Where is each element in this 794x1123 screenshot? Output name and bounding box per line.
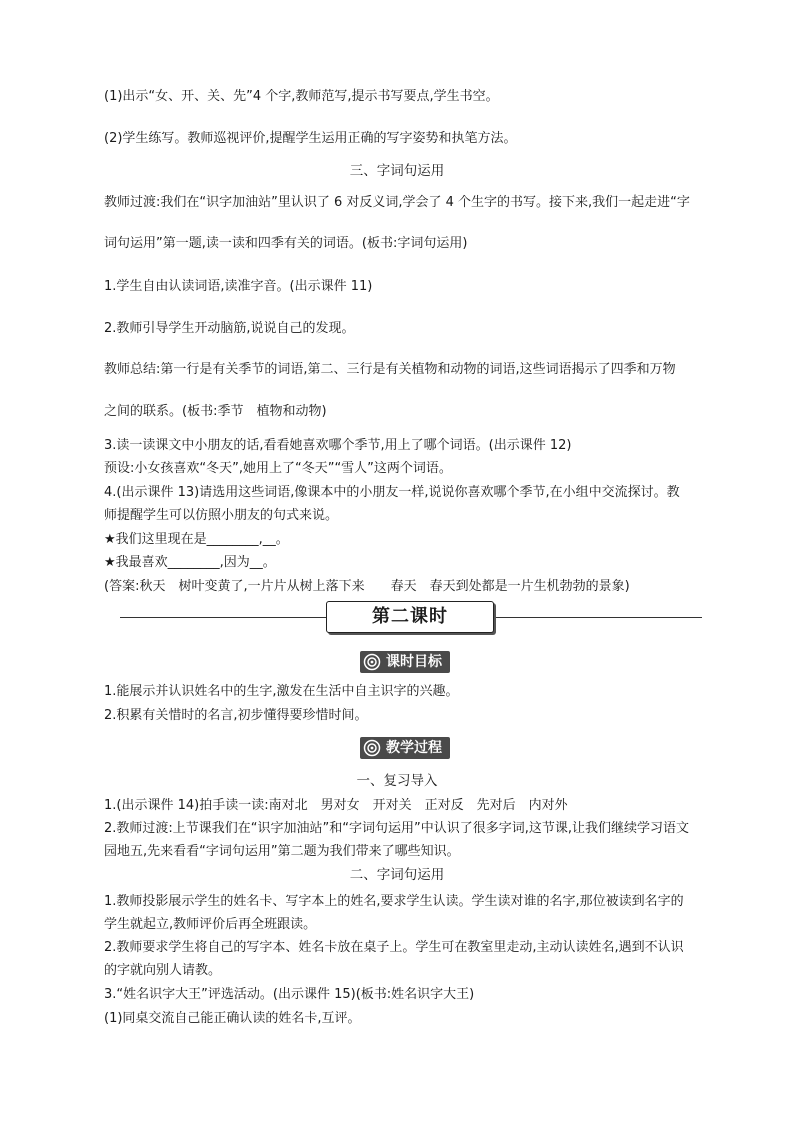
goal-item: 2.积累有关惜时的名言,初步懂得要珍惜时间。: [104, 708, 368, 723]
goals-tag-label: 课时目标: [386, 654, 442, 670]
paragraph: 之间的联系。(板书:季节 植物和动物): [104, 404, 327, 419]
goals-tag: [360, 651, 450, 673]
paragraph: 3.“姓名识字大王”评选活动。(出示课件 15)(板书:姓名识字大王): [104, 987, 475, 1002]
paragraph: 词句运用”第一题,读一读和四季有关的词语。(板书:字词句运用): [104, 236, 468, 251]
paragraph: (1)同桌交流自己能正确认读的姓名卡,互评。: [104, 1011, 361, 1026]
divider-right: [494, 617, 702, 618]
paragraph: 预设:小女孩喜欢“冬天”,她用上了“冬天”“雪人”这两个词语。: [104, 461, 452, 476]
process-tag-label: 教学过程: [386, 740, 442, 756]
answer-note: (答案:秋天 树叶变黄了,一片片从树上落下来 春天 春天到处都是一片生机勃勃的景象): [104, 579, 630, 594]
goal-item: 1.能展示并认识姓名中的生字,激发在生活中自主识字的兴趣。: [104, 684, 459, 699]
paragraph: 3.读一读课文中小朋友的话,看看她喜欢哪个季节,用上了哪个词语。(出示课件 12): [104, 438, 572, 453]
section-heading: 一、复习导入: [356, 773, 438, 789]
paragraph: (2)学生练写。教师巡视评价,提醒学生运用正确的写字姿势和执笔方法。: [104, 131, 517, 146]
target-icon: [363, 739, 381, 757]
paragraph: 教师总结:第一行是有关季节的词语,第二、三行是有关植物和动物的词语,这些词语揭示了四季和万物: [104, 362, 676, 377]
paragraph: (1)出示“女、开、关、先”4 个字,教师范写,提示书写要点,学生书空。: [104, 89, 499, 104]
divider-left: [120, 617, 326, 618]
fill-in-sentence: ★我们这里现在是________,__。: [104, 532, 289, 547]
paragraph: 1.教师投影展示学生的姓名卡、写字本上的姓名,要求学生认读。学生读对谁的名字,那位被读到名字的: [104, 894, 684, 909]
paragraph: 教师过渡:我们在“识字加油站”里认识了 6 对反义词,学会了 4 个生字的书写。接下来,我们一起走进“字: [104, 195, 690, 210]
lesson-banner: 第二课时: [326, 601, 494, 633]
process-tag: [360, 737, 450, 759]
paragraph: 园地五,先来看看“字词句运用”第二题为我们带来了哪些知识。: [104, 844, 460, 859]
paragraph: 2.教师要求学生将自己的写字本、姓名卡放在桌子上。学生可在教室里走动,主动认读姓名,遇到不认识: [104, 940, 684, 955]
section-heading: 二、字词句运用: [349, 867, 445, 883]
paragraph: 2.教师引导学生开动脑筋,说说自己的发现。: [104, 321, 355, 336]
fill-in-sentence: ★我最喜欢________,因为__。: [104, 555, 276, 570]
paragraph: 2.教师过渡:上节课我们在“识字加油站”和“字词句运用”中认识了很多字词,这节课,让我们继续学习语文: [104, 821, 689, 836]
paragraph: 1.学生自由认读词语,读准字音。(出示课件 11): [104, 279, 373, 294]
paragraph: 师提醒学生可以仿照小朋友的句式来说。: [104, 508, 339, 523]
target-icon: [363, 653, 381, 671]
paragraph: 的字就向别人请教。: [104, 963, 222, 978]
paragraph: 4.(出示课件 13)请选用这些词语,像课本中的小朋友一样,说说你喜欢哪个季节,在小组中交流探讨。教: [104, 485, 680, 500]
paragraph: 学生就起立,教师评价后再全班跟读。: [104, 917, 317, 932]
section-heading: 三、字词句运用: [349, 163, 445, 179]
paragraph: 1.(出示课件 14)拍手读一读:南对北 男对女 开对关 正对反 先对后 内对外: [104, 798, 568, 813]
